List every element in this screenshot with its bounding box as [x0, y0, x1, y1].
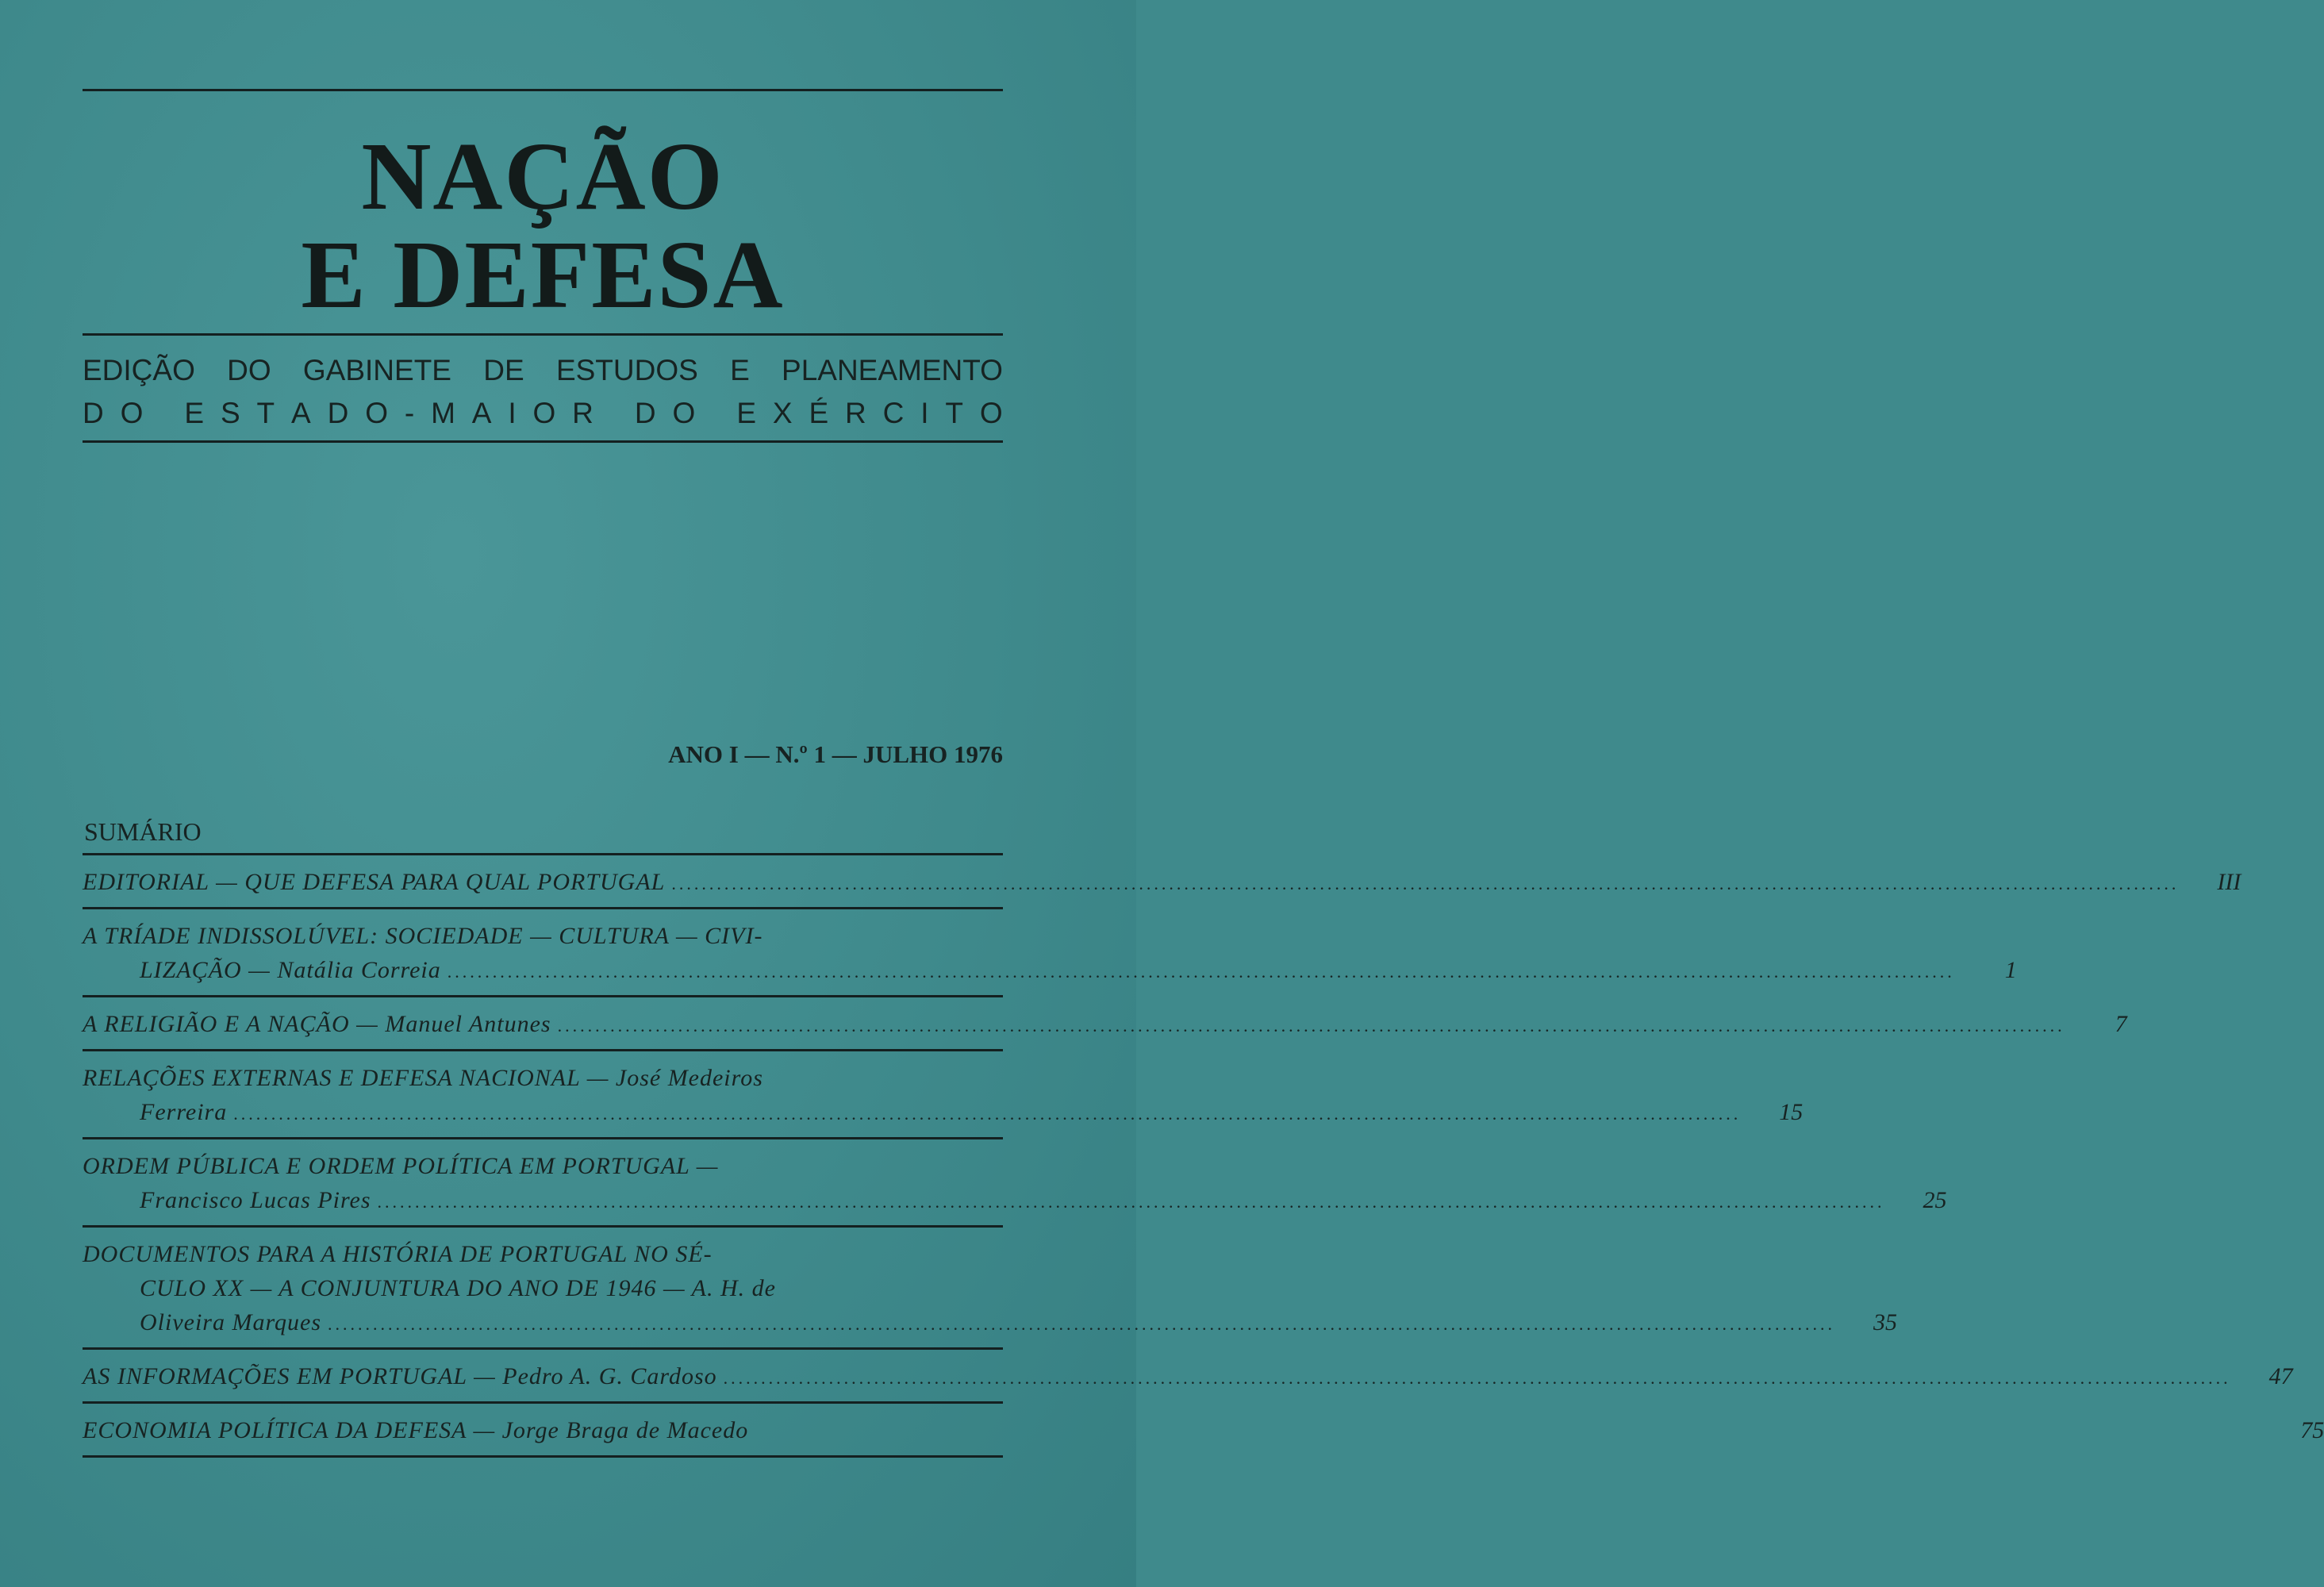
toc-entry-text: CULO XX — A CONJUNTURA DO ANO DE 1946 — A. H. de: [140, 1275, 776, 1301]
contents-heading: SUMÁRIO: [84, 817, 202, 846]
toc-entry: [83, 909, 2017, 997]
dot-leader: ........................................................................................................................................................................................................: [447, 962, 1955, 982]
toc-entry-line: [83, 865, 2241, 899]
masthead-line-2: E DEFESA: [301, 221, 785, 329]
toc-entry-text: RELAÇÕES EXTERNAS E DEFESA NACIONAL — José Medeiros: [83, 1065, 763, 1091]
toc-entry: [83, 1139, 1947, 1228]
toc-page-number: 47: [2268, 1363, 2293, 1389]
toc-entry-line: [83, 1149, 1003, 1183]
toc-entry: [83, 1404, 2324, 1458]
edition-line-2-word: [159, 397, 167, 430]
edition-line-2-word: R: [845, 397, 866, 429]
edition-line-2-word: D: [327, 397, 349, 429]
edition-line-2-word: [610, 397, 618, 430]
toc-page-number: 15: [1779, 1099, 1804, 1125]
edition-line-2-word: O: [672, 397, 696, 429]
edition-line-2-word: I: [508, 397, 517, 429]
edition-line-1-word: ESTUDOS: [555, 354, 698, 386]
edition-line-2-word: M: [431, 397, 455, 429]
toc-entry-line: [83, 1237, 1003, 1271]
edition-line-2-word: O: [979, 397, 1003, 429]
toc-entry-line: [83, 1061, 1003, 1095]
toc-page-number: 75: [2300, 1417, 2324, 1443]
edition-line-1: [83, 354, 1003, 387]
edition-line-1-word: E: [730, 354, 750, 386]
edition-line-1-word: GABINETE: [302, 354, 451, 386]
toc-entry-line: [83, 953, 2017, 987]
toc-entry-text: ECONOMIA POLÍTICA DA DEFESA — Jorge Braga de Macedo: [83, 1417, 749, 1443]
toc-entry-text: Francisco Lucas Pires: [140, 1187, 371, 1213]
edition-line-2-word: I: [920, 397, 929, 429]
toc-page-number: 1: [2004, 957, 2017, 983]
toc-entry-text: EDITORIAL — QUE DEFESA PARA QUAL PORTUGAL: [83, 869, 666, 895]
toc-page-number: III: [2217, 869, 2241, 895]
toc-entry-text: LIZAÇÃO — Natália Correia: [140, 957, 441, 983]
dot-leader: ........................................................................................................................................................................................................: [328, 1314, 1836, 1334]
toc-entry-line: [83, 1007, 2127, 1041]
edition-line-2-word: D: [634, 397, 656, 429]
edition-line-2-word: A: [471, 397, 492, 429]
edition-line-2-word: R: [572, 397, 593, 429]
edition-line-1-word: DO: [227, 354, 271, 386]
edition-line-2-word: A: [291, 397, 311, 429]
edition-line-2-word: E: [736, 397, 757, 429]
toc-entry-text: A RELIGIÃO E A NAÇÃO — Manuel Antunes: [83, 1011, 551, 1037]
dot-leader: ........................................................................................................................................................................................................: [671, 874, 2180, 893]
edition-line-2-word: -: [404, 397, 415, 429]
edition-line-2-word: C: [882, 397, 905, 429]
edition-line-2-word: X: [772, 397, 793, 429]
toc-entry-text: AS INFORMAÇÕES EM PORTUGAL — Pedro A. G. Cardoso: [83, 1363, 717, 1389]
dot-leader: ........................................................................................................................................................................................................: [377, 1192, 1885, 1212]
toc-entry-line: [83, 1095, 1804, 1129]
toc-entry: [83, 1051, 1804, 1139]
toc-entry-text: A TRÍADE INDISSOLÚVEL: SOCIEDADE — CULTURA — CIVI-: [83, 923, 763, 949]
edition-line-2-word: É: [809, 397, 829, 429]
edition-line-1-word: EDIÇÃO: [83, 354, 195, 386]
toc-entry-text: Oliveira Marques: [140, 1309, 322, 1335]
toc-entry: [83, 1350, 2293, 1404]
toc-entry: [83, 1228, 1898, 1350]
toc-entry-line: [83, 1305, 1898, 1339]
toc-page-number: 35: [1873, 1309, 1898, 1335]
toc-entry-text: ORDEM PÚBLICA E ORDEM POLÍTICA EM PORTUGAL —: [83, 1153, 719, 1179]
top-rule: [83, 89, 1003, 91]
toc-page-number: 25: [1923, 1187, 1947, 1213]
masthead-line-1: NAÇÃO: [361, 123, 724, 230]
issue-info: ANO I — N.º 1 — JULHO 1976: [668, 740, 1003, 768]
edition-line-2-word: [712, 397, 720, 430]
edition-line-1-word: DE: [483, 354, 524, 386]
edition-line-1-word: PLANEAMENTO: [782, 354, 1003, 386]
edition-rule: [83, 440, 1003, 443]
edition-line-2-word: O: [532, 397, 556, 429]
edition-line-2-word: T: [256, 397, 275, 429]
toc-entry-line: [83, 919, 1003, 953]
toc-entry-line: [83, 1183, 1947, 1217]
toc-entry-line: [83, 1271, 1003, 1305]
edition-line-2-word: T: [945, 397, 963, 429]
toc-entry-line: [83, 1413, 2324, 1447]
toc-entry-text: DOCUMENTOS PARA A HISTÓRIA DE PORTUGAL NO SÉ-: [83, 1241, 713, 1267]
dot-leader: ........................................................................................................................................................................................................: [233, 1104, 1742, 1124]
dot-leader: ........................................................................................................................................................................................................: [723, 1368, 2231, 1388]
edition-line-2-word: D: [83, 397, 104, 429]
masthead-rule: [83, 333, 1003, 336]
toc-entry-line: [83, 1359, 2293, 1393]
edition-line-2-word: O: [120, 397, 144, 429]
toc-entry-text: Ferreira: [140, 1099, 228, 1125]
toc-page-number: 7: [2115, 1011, 2127, 1037]
edition-line-2-word: O: [365, 397, 388, 429]
toc-entry: [83, 855, 2241, 909]
table-of-contents: [83, 855, 2324, 1458]
edition-line-2-word: S: [220, 397, 240, 429]
edition-line-2-word: E: [184, 397, 205, 429]
dot-leader: ........................................................................................................................................................................................................: [557, 1016, 2065, 1036]
toc-entry: [83, 997, 2127, 1051]
edition-line-2: [83, 397, 1003, 430]
